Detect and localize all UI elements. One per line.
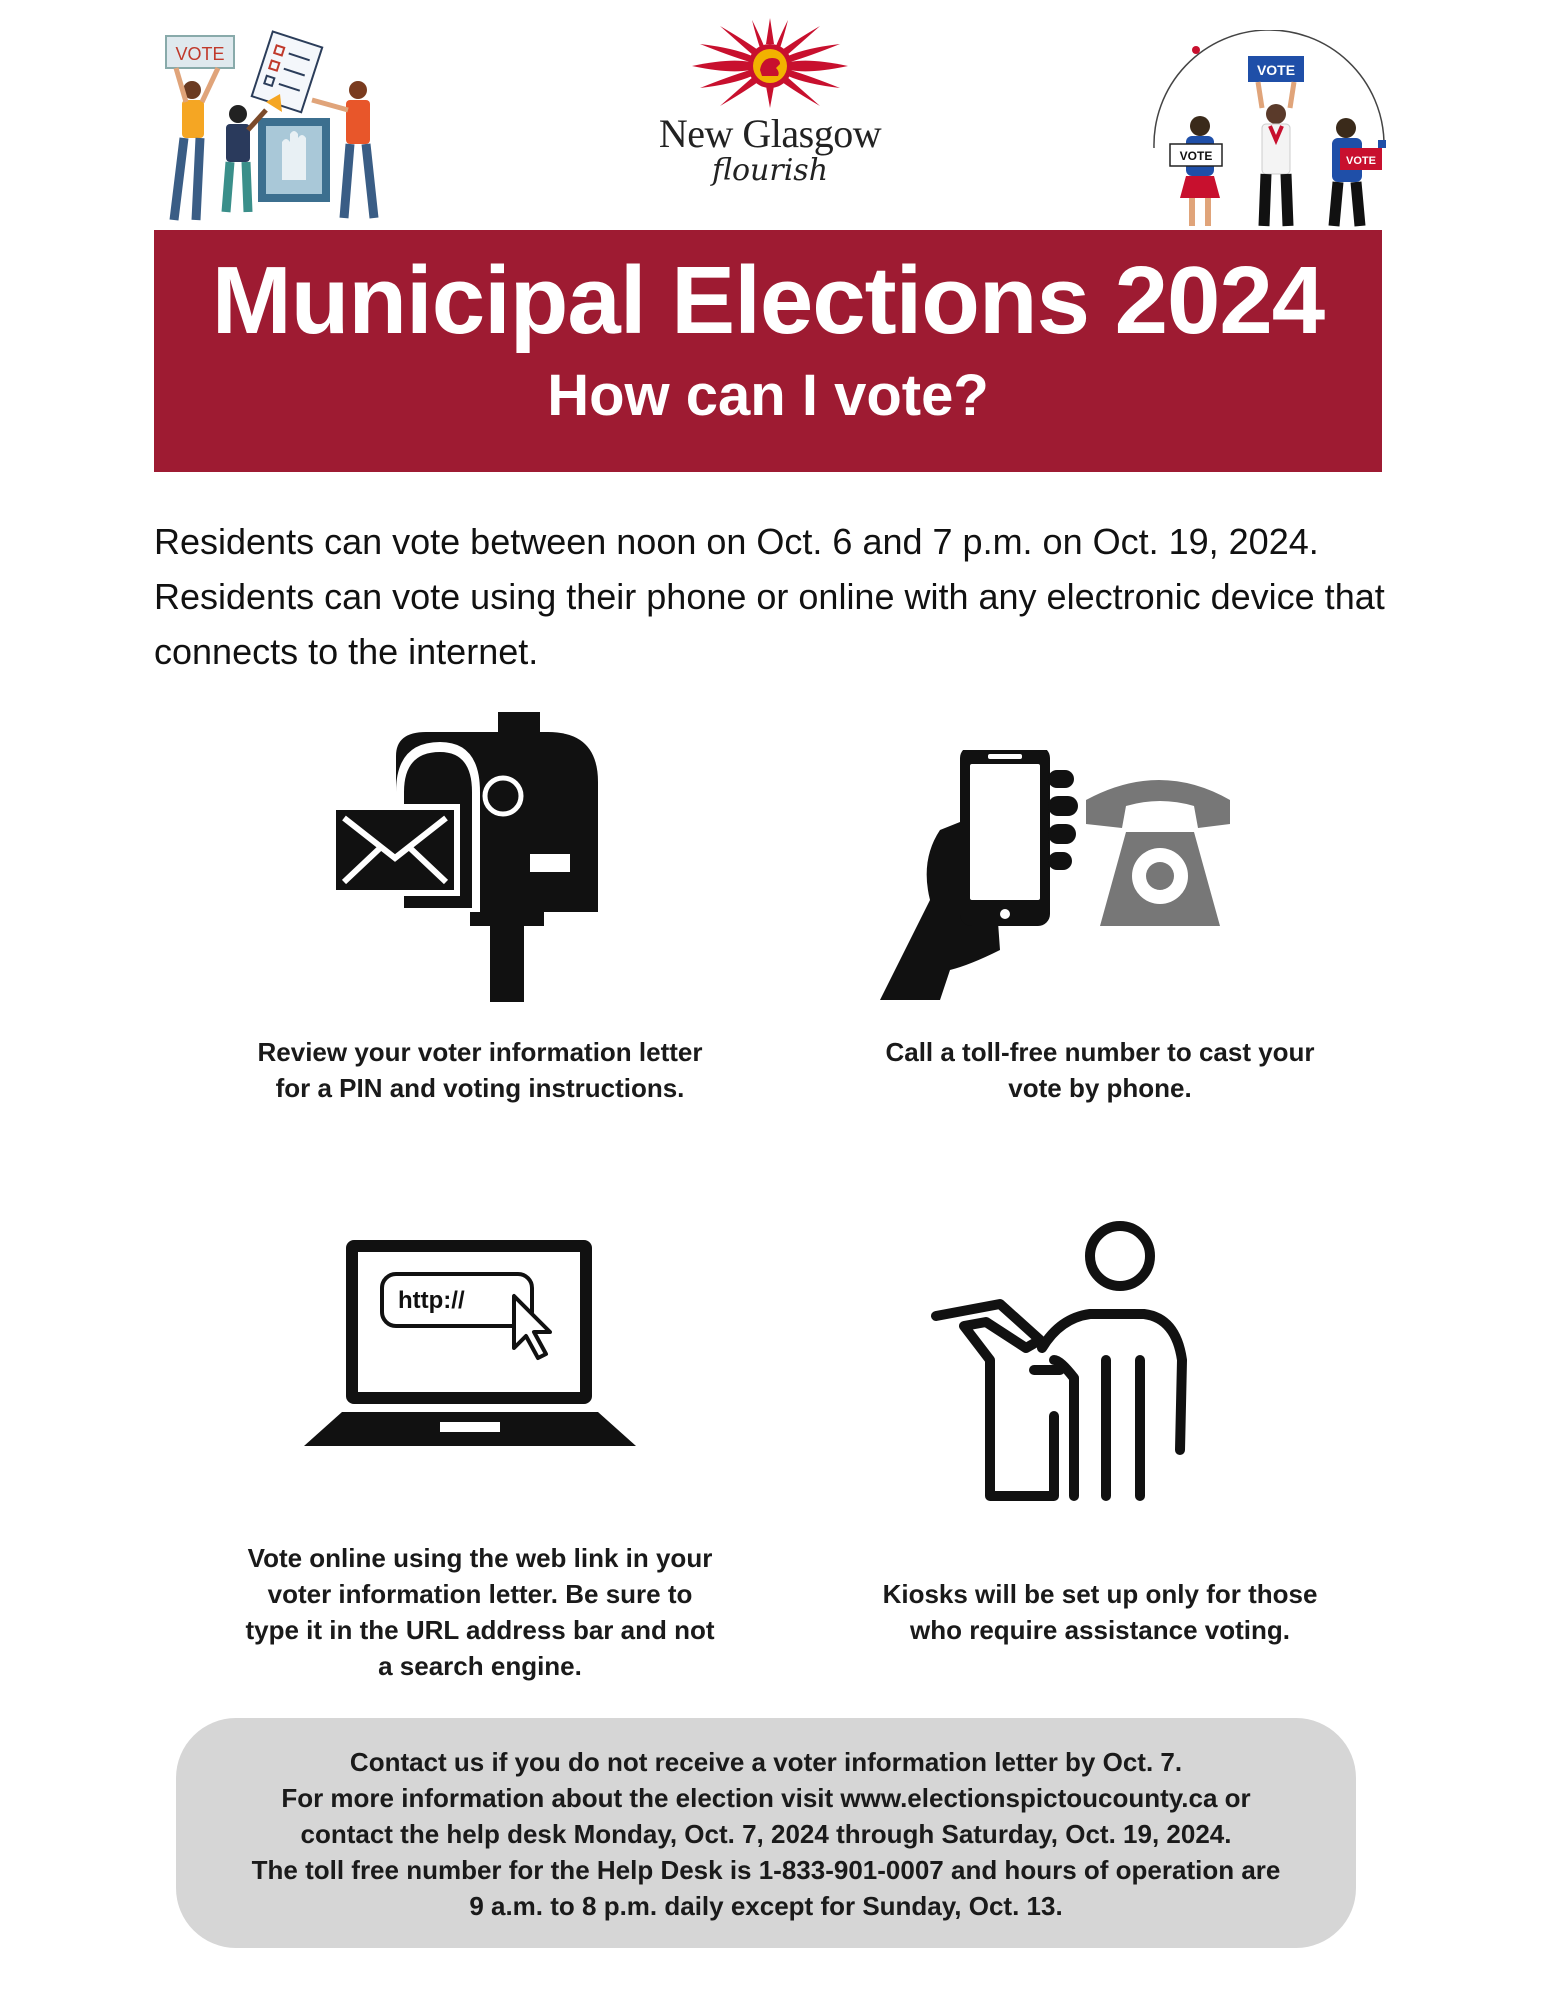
- intro-line-dates: Residents can vote between noon on Oct. 6 and 7 p.m. on Oct. 19, 2024.: [154, 521, 1319, 562]
- mail-caption: [190, 1034, 770, 1106]
- contact-info-box: [176, 1718, 1356, 1948]
- contact-line: Contact us if you do not receive a voter information letter by Oct. 7.: [349, 1747, 1183, 1777]
- right-vote-sign-2: VOTE: [1179, 149, 1213, 163]
- online-caption-line: type it in the URL address bar and not: [245, 1615, 715, 1645]
- mailbox-letter-icon: [330, 712, 610, 1002]
- contact-line-hours: 9 a.m. to 8 p.m. daily except for Sunday, Oct. 13.: [469, 1891, 1063, 1921]
- right-vote-sign-3: VOTE: [1346, 155, 1376, 167]
- logo-tagline: flourish: [711, 153, 829, 188]
- mail-caption-line: for a PIN and voting instructions.: [275, 1073, 685, 1103]
- page-subtitle: How can I vote?: [547, 362, 989, 428]
- contact-line-phone: The toll free number for the Help Desk is 1-833-901-0007 and hours of operation are: [251, 1855, 1281, 1885]
- contact-line: contact the help desk Monday, Oct. 7, 2024 through Saturday, Oct. 19, 2024.: [300, 1819, 1232, 1849]
- online-caption-line: voter information letter. Be sure to: [267, 1579, 693, 1609]
- kiosk-caption-line: who require assistance voting.: [910, 1615, 1290, 1645]
- new-glasgow-logo: [620, 18, 920, 198]
- voters-with-signs-icon: [1150, 30, 1388, 230]
- intro-line-methods: Residents can vote using their phone or online with any electronic device that connects to the internet.: [154, 576, 1385, 672]
- title-banner: [154, 230, 1382, 472]
- laptop-web-link-icon: [302, 1236, 638, 1462]
- right-vote-sign-1: VOTE: [1256, 62, 1296, 78]
- sun-lion-emblem-icon: [690, 18, 850, 108]
- mail-caption-line: Review your voter information letter: [257, 1037, 703, 1067]
- phone-call-icon: [880, 750, 1300, 1000]
- online-caption-line: Vote online using the web link in your: [247, 1543, 713, 1573]
- phone-caption: [830, 1034, 1370, 1106]
- page-title: Municipal Elections 2024: [211, 247, 1325, 354]
- phone-caption-line: Call a toll-free number to cast your: [885, 1037, 1315, 1067]
- voters-with-ballot-box-icon: [162, 30, 402, 235]
- left-vote-sign-text: VOTE: [175, 44, 225, 64]
- kiosk-caption-line: Kiosks will be set up only for those: [882, 1579, 1318, 1609]
- url-text: http://: [398, 1287, 465, 1314]
- online-caption: [190, 1540, 770, 1684]
- phone-caption-line: vote by phone.: [1008, 1073, 1192, 1103]
- online-caption-line: a search engine.: [378, 1651, 582, 1681]
- contact-line-website: For more information about the election visit www.electionspictoucounty.ca or: [281, 1783, 1251, 1813]
- kiosk-caption: [830, 1576, 1370, 1648]
- kiosk-person-icon: [930, 1210, 1200, 1510]
- intro-text: [154, 514, 1394, 679]
- logo-brand-name: New Glasgow: [658, 111, 882, 156]
